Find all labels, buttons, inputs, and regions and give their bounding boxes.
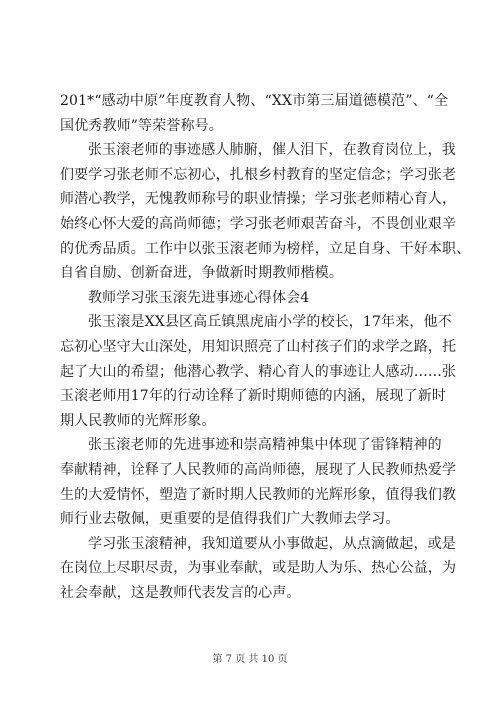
- page-footer: 第 7 页 共 10 页: [212, 654, 288, 665]
- text-line: 师潜心教学，无愧教师称号的职业情操；学习张老师精心育人，: [60, 191, 457, 208]
- text-line: 玉滚老师用17年的行动诠释了新时期师德的内涵，展现了新时: [60, 388, 447, 405]
- document-body: [60, 89, 471, 605]
- text-line: 张玉滚是XX县区高丘镇黑虎庙小学的校长，17年来，他不: [88, 314, 452, 331]
- text-line: 生的大爱情怀，塑造了新时期人民教师的光辉形象，值得我们教: [60, 486, 457, 503]
- text-line: 的优秀品质。工作中以张玉滚老师为榜样，立足自身、干好本职、: [60, 240, 471, 257]
- text-line: 在岗位上尽职尽责，为事业奉献，或是助人为乐、热心公益，为: [60, 560, 457, 577]
- text-line: 社会奉献，这是教师代表发言的心声。: [60, 584, 301, 601]
- text-line: 奉献精神，诠释了人民教师的高尚师德，展现了人民教师热爱学: [60, 461, 457, 478]
- text-line: 始终心怀大爱的高尚师德；学习张老师艰苦奋斗，不畏创业艰辛: [60, 215, 457, 232]
- text-line: 201*“感动中原”年度教育人物、“XX市第三届道德模范”、“全: [60, 93, 449, 109]
- text-line: 国优秀教师”等荣誉称号。: [60, 117, 223, 134]
- text-line: 师行业去敬佩，更重要的是值得我们广大教师去学习。: [60, 511, 400, 528]
- text-line: 起了大山的希望；他潜心教学、精心育人的事迹让人感动……张: [60, 363, 457, 380]
- text-line: 自省自励、创新奋进，争做新时期教师楷模。: [60, 265, 343, 282]
- text-line: 张玉滚老师的事迹感人肺腑，催人泪下，在教育岗位上，我: [88, 142, 456, 159]
- text-line: 期人民教师的光辉形象。: [60, 412, 216, 429]
- text-line: 学习张玉滚精神，我知道要从小事做起，从点滴做起，或是: [88, 535, 456, 552]
- text-line: 张玉滚老师的先进事迹和崇高精神集中体现了雷锋精神的: [88, 437, 442, 454]
- text-line: 们要学习张老师不忘初心，扎根乡村教育的坚定信念；学习张老: [60, 166, 457, 183]
- text-line: 忘初心坚守大山深处，用知识照亮了山村孩子们的求学之路，托: [60, 338, 457, 355]
- text-line: 教师学习张玉滚先进事迹心得体会4: [88, 289, 310, 306]
